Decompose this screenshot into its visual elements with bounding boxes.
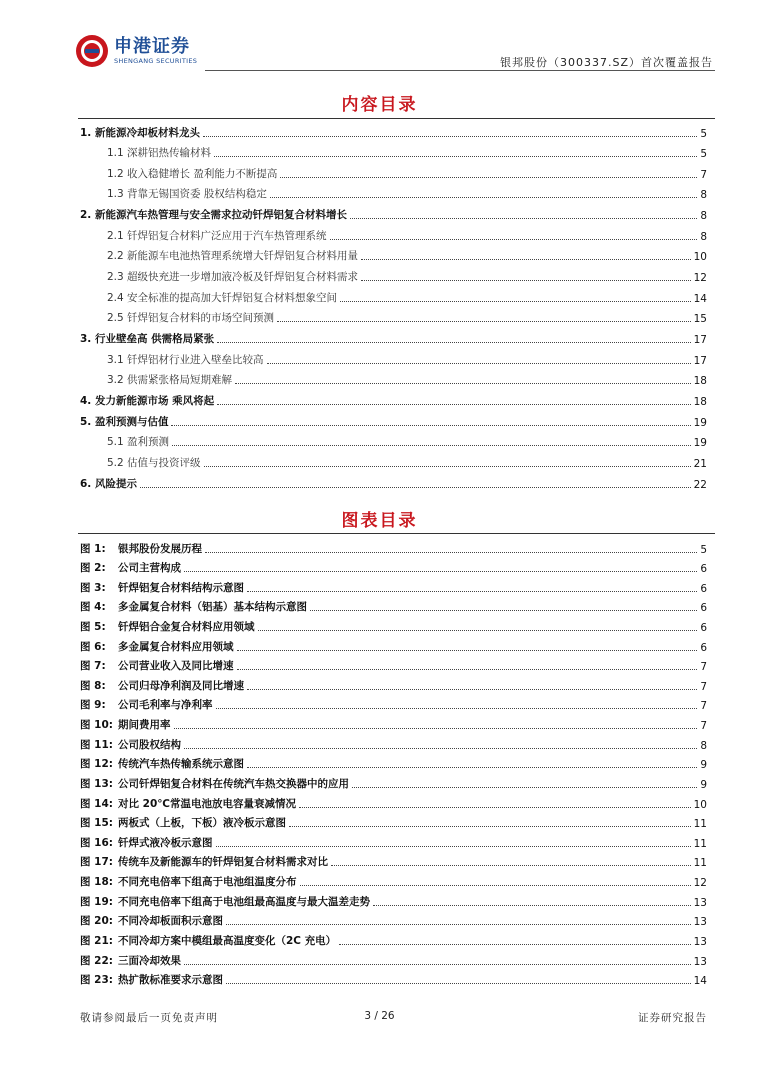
figure-number: 图 1: [80,542,106,555]
figure-number: 图 8: [80,679,106,692]
figure-entry-page: 11 [693,818,707,831]
figure-entry[interactable] [80,692,707,713]
figure-entry[interactable] [80,751,707,772]
figure-caption: 不同冷却板面积示意图 [118,915,223,928]
toc-entry-label: 2.5 钎焊铝复合材料的市场空间预测 [107,312,275,325]
toc-entry-page: 19 [693,437,707,450]
dot-leader [258,630,698,631]
figure-number: 图 9: [80,699,106,712]
page-footer [0,1010,759,1034]
toc-entry[interactable] [107,181,707,202]
figure-entry-text [80,697,213,712]
dot-leader [331,865,691,866]
figure-caption: 传统车及新能源车的钎焊铝复合材料需求对比 [118,856,328,869]
dot-leader [205,552,697,553]
toc-entry-page: 18 [693,375,707,388]
figure-entry-page: 13 [693,916,707,929]
figure-entry-page: 13 [693,896,707,909]
figure-entry[interactable] [80,810,707,831]
figure-caption: 公司股权结构 [118,738,181,751]
toc-entry-page: 17 [693,334,707,346]
figures-title: 图表目录 [341,511,418,531]
figure-caption: 不同充电倍率下组高于电池组温度分布 [118,876,297,889]
figure-entry[interactable] [80,967,707,988]
toc-entry-label: 4. 发力新能源市场 乘风将起 [80,394,215,407]
toc-entry-page: 19 [693,416,707,429]
figure-caption: 传统汽车热传输系统示意图 [118,758,244,771]
toc-entry-label: 1.3 背靠无锡国资委 股权结构稳定 [107,188,267,201]
figure-entry-page: 10 [693,798,707,811]
toc-entry-page: 8 [700,230,707,243]
figure-number: 图 15: [80,817,113,830]
dot-leader [247,591,697,592]
figure-caption: 不同充电倍率下组高于电池组最高温度与最大温差走势 [118,895,370,908]
figure-entry-page: 11 [693,857,707,870]
toc-entry[interactable] [107,264,707,285]
figure-number: 图 16: [80,836,113,849]
figure-entry[interactable] [80,849,707,870]
figure-entry-text [80,560,181,575]
figure-number: 图 20: [80,915,113,928]
figure-entry-page: 14 [693,975,707,988]
toc-entry[interactable] [107,429,707,450]
dot-leader [140,487,691,488]
figure-number: 图 10: [80,719,113,732]
figure-caption: 公司营业收入及同比增速 [118,660,234,673]
figure-entry-text [80,658,234,673]
report-type: 证券研究报告 [638,1012,707,1024]
figure-caption: 银邦股份发展历程 [118,542,202,555]
figure-caption: 钎焊铝合金复合材料应用领域 [118,620,255,633]
dot-leader [267,363,691,364]
toc-title: 内容目录 [341,95,418,115]
toc-entry[interactable] [107,140,707,161]
figure-entry[interactable] [80,574,707,595]
toc-entry[interactable] [107,243,707,264]
figure-entry[interactable] [80,613,707,634]
figure-entry-page: 9 [700,759,707,772]
figure-entry-page: 6 [700,641,707,654]
figure-entry-page: 8 [700,739,707,752]
figure-entry-page: 7 [700,661,707,674]
figure-caption: 公司毛利率与净利率 [118,699,213,712]
figure-caption: 两板式（上板，下板）液冷板示意图 [118,817,286,830]
figure-entry-text [80,756,244,771]
figure-entry-text [80,717,171,732]
dot-leader [171,425,690,426]
toc-entry[interactable] [107,346,707,367]
dot-leader [204,466,691,467]
toc-entry-page: 8 [700,210,707,223]
toc-entry-label: 2.2 新能源车电池热管理系统增大钎焊铝复合材料用量 [107,250,359,263]
figure-entry-text [80,953,181,968]
figure-entry[interactable] [80,927,707,948]
dot-leader [289,826,691,827]
figure-entry-text [80,776,349,791]
figure-entry[interactable] [80,712,707,733]
dot-leader [299,807,691,808]
figure-caption: 公司归母净利润及同比增速 [118,679,244,692]
figure-number: 图 7: [80,660,106,673]
figure-number: 图 5: [80,620,106,633]
figure-entry[interactable] [80,888,707,909]
figure-number: 图 6: [80,640,106,653]
dot-leader [203,136,697,137]
dot-leader [277,321,691,322]
toc-entry-label: 2.4 安全标准的提高加大钎焊铝复合材料想象空间 [107,291,338,304]
figure-number: 图 2: [80,562,106,575]
toc-entry-label: 5. 盈利预测与估值 [80,415,169,428]
dot-leader [373,905,691,906]
dot-leader [350,218,697,219]
figure-caption: 钎焊铝复合材料结构示意图 [118,581,244,594]
figure-entry-page: 5 [700,543,707,556]
figure-entry[interactable] [80,770,707,791]
dot-leader [235,383,691,384]
toc-entry[interactable] [80,326,707,347]
dot-leader [361,259,691,260]
figure-entry[interactable] [80,535,707,556]
dot-leader [172,445,691,446]
toc-entry-page: 12 [693,272,707,285]
dot-leader [340,301,691,302]
figure-entry-text [80,874,297,889]
toc-entry[interactable] [107,222,707,243]
toc-entry-page: 5 [700,127,707,140]
figure-entry-page: 7 [700,720,707,733]
figure-entry[interactable] [80,555,707,576]
toc-entry[interactable] [107,305,707,326]
dot-leader [217,342,691,343]
figure-entry-text [80,972,223,987]
toc-entry-label: 2.1 钎焊铝复合材料广泛应用于汽车热管理系统 [107,229,327,242]
dot-leader [217,404,691,405]
toc-entry[interactable] [80,470,707,491]
dot-leader [184,748,697,749]
dot-leader [216,708,698,709]
figure-entry[interactable] [80,790,707,811]
figure-entry-page: 12 [693,877,707,890]
figure-entry-page: 6 [700,563,707,576]
toc-entry[interactable] [80,202,707,223]
toc-entry[interactable] [80,408,707,429]
figures-title-rule [78,533,715,534]
figure-entry-text [80,913,223,928]
toc-entry-page: 7 [700,168,707,181]
figure-number: 图 12: [80,758,113,771]
toc-entry-label: 5.1 盈利预测 [107,436,170,449]
dot-leader [280,177,697,178]
figure-entry[interactable] [80,869,707,890]
dot-leader [300,885,691,886]
figure-entry-page: 11 [693,837,707,850]
toc-entry-page: 5 [700,148,707,161]
figure-entry[interactable] [80,633,707,654]
figure-caption: 公司钎焊铝复合材料在传统汽车热交换器中的应用 [118,777,349,790]
figure-caption: 期间费用率 [118,719,171,732]
figure-entry[interactable] [80,908,707,929]
toc-entry-label: 1. 新能源冷却板材料龙头 [80,126,200,139]
figure-entry-page: 6 [700,621,707,634]
toc-entry-label: 5.2 估值与投资评级 [107,456,201,469]
toc-entry-page: 15 [693,313,707,326]
toc-entry[interactable] [107,160,707,181]
dot-leader [310,610,697,611]
figure-caption: 热扩散标准要求示意图 [118,974,223,987]
figure-number: 图 23: [80,974,113,987]
dot-leader [270,197,697,198]
figure-entry-text [80,599,307,614]
header-divider [205,70,715,71]
figure-entry-page: 7 [700,680,707,693]
toc-entry-label: 2. 新能源汽车热管理与安全需求拉动钎焊铝复合材料增长 [80,209,347,222]
toc-entry-page: 22 [693,478,707,491]
figure-entry-text [80,854,328,869]
figure-entry[interactable] [80,653,707,674]
figure-entry-text [80,541,202,556]
figure-entry-text [80,815,286,830]
toc-entry-label: 2.3 超级快充进一步增加液冷板及钎焊铝复合材料需求 [107,271,359,284]
dot-leader [330,239,698,240]
dot-leader [237,669,698,670]
figure-entry-page: 9 [700,778,707,791]
figure-entry[interactable] [80,594,707,615]
page-header [0,0,759,72]
toc-entry-page: 14 [693,292,707,305]
figure-number: 图 13: [80,777,113,790]
dot-leader [361,280,691,281]
figure-entry-text [80,796,296,811]
figure-number: 图 22: [80,954,113,967]
figure-entry[interactable] [80,672,707,693]
figure-caption: 多金属复合材料（铝基）基本结构示意图 [118,601,307,614]
toc-entry-label: 3. 行业壁垒高 供需格局紧张 [80,333,215,345]
toc-entry-page: 21 [693,457,707,470]
figure-caption: 三面冷却效果 [118,954,181,967]
figure-entry-page: 13 [693,955,707,968]
toc-entry[interactable] [107,284,707,305]
figure-entry-page: 13 [693,935,707,948]
shengang-logo-icon [76,35,108,67]
dot-leader [216,846,691,847]
figure-entry-text [80,639,234,654]
toc-entry-page: 8 [700,189,707,202]
figure-number: 图 4: [80,601,106,614]
figure-number: 图 3: [80,581,106,594]
toc-entry-label: 1.1 深耕铝热传输材料 [107,147,212,160]
report-title: 银邦股份（300337.SZ）首次覆盖报告 [499,56,713,69]
figure-entry-text [80,835,213,850]
dot-leader [184,964,691,965]
figure-entry-text [80,894,370,909]
toc-entry-label: 3.2 供需紧张格局短期难解 [107,374,233,387]
figure-number: 图 14: [80,797,113,810]
dot-leader [237,650,698,651]
figure-entry-text [80,580,244,595]
dot-leader [184,571,697,572]
dot-leader [226,924,691,925]
toc-entry-label: 3.1 钎焊铝材行业进入壁垒比较高 [107,353,264,366]
figure-entry-page: 6 [700,602,707,615]
page-indicator: 3 / 26 [364,1010,395,1022]
figure-caption: 公司主营构成 [118,562,181,575]
toc-entry-page: 17 [693,354,707,367]
dot-leader [214,156,697,157]
figure-caption: 多金属复合材料应用领域 [118,640,234,653]
figure-number: 图 11: [80,738,113,751]
figure-entry-page: 7 [700,700,707,713]
toc-entry[interactable] [80,387,707,408]
toc-entry[interactable] [107,367,707,388]
figure-caption: 对比 20℃常温电池放电容量衰减情况 [118,797,296,810]
dot-leader [339,944,690,945]
toc-entry-page: 18 [693,395,707,408]
figure-caption: 钎焊式液冷板示意图 [118,836,213,849]
figure-entry-text [80,933,336,948]
toc-entry-label: 6. 风险提示 [80,477,137,490]
figure-entry[interactable] [80,947,707,968]
company-logo [76,35,197,67]
toc-entry-page: 10 [693,251,707,264]
dot-leader [247,767,697,768]
dot-leader [174,728,698,729]
figure-number: 图 19: [80,895,113,908]
figure-number: 图 17: [80,856,113,869]
figure-entry-text [80,737,181,752]
toc-entry[interactable] [107,449,707,470]
figure-entry-page: 6 [700,582,707,595]
figure-entry[interactable] [80,829,707,850]
toc-entry-label: 1.2 收入稳健增长 盈利能力不断提高 [107,167,278,180]
dot-leader [352,787,697,788]
figure-number: 图 18: [80,876,113,889]
figure-caption: 不同冷却方案中模组最高温度变化（2C 充电） [118,934,337,947]
figure-entry-text [80,619,255,634]
logo-chinese-name: 申港证券 [114,36,190,57]
figure-number: 图 21: [80,934,113,947]
disclaimer-note: 敬请参阅最后一页免责声明 [80,1012,218,1024]
dot-leader [226,983,691,984]
logo-english-name: SHENGANG SECURITIES [114,57,198,65]
dot-leader [247,689,697,690]
figure-entry-text [80,678,244,693]
figure-entry[interactable] [80,731,707,752]
toc-entry[interactable] [80,119,707,140]
